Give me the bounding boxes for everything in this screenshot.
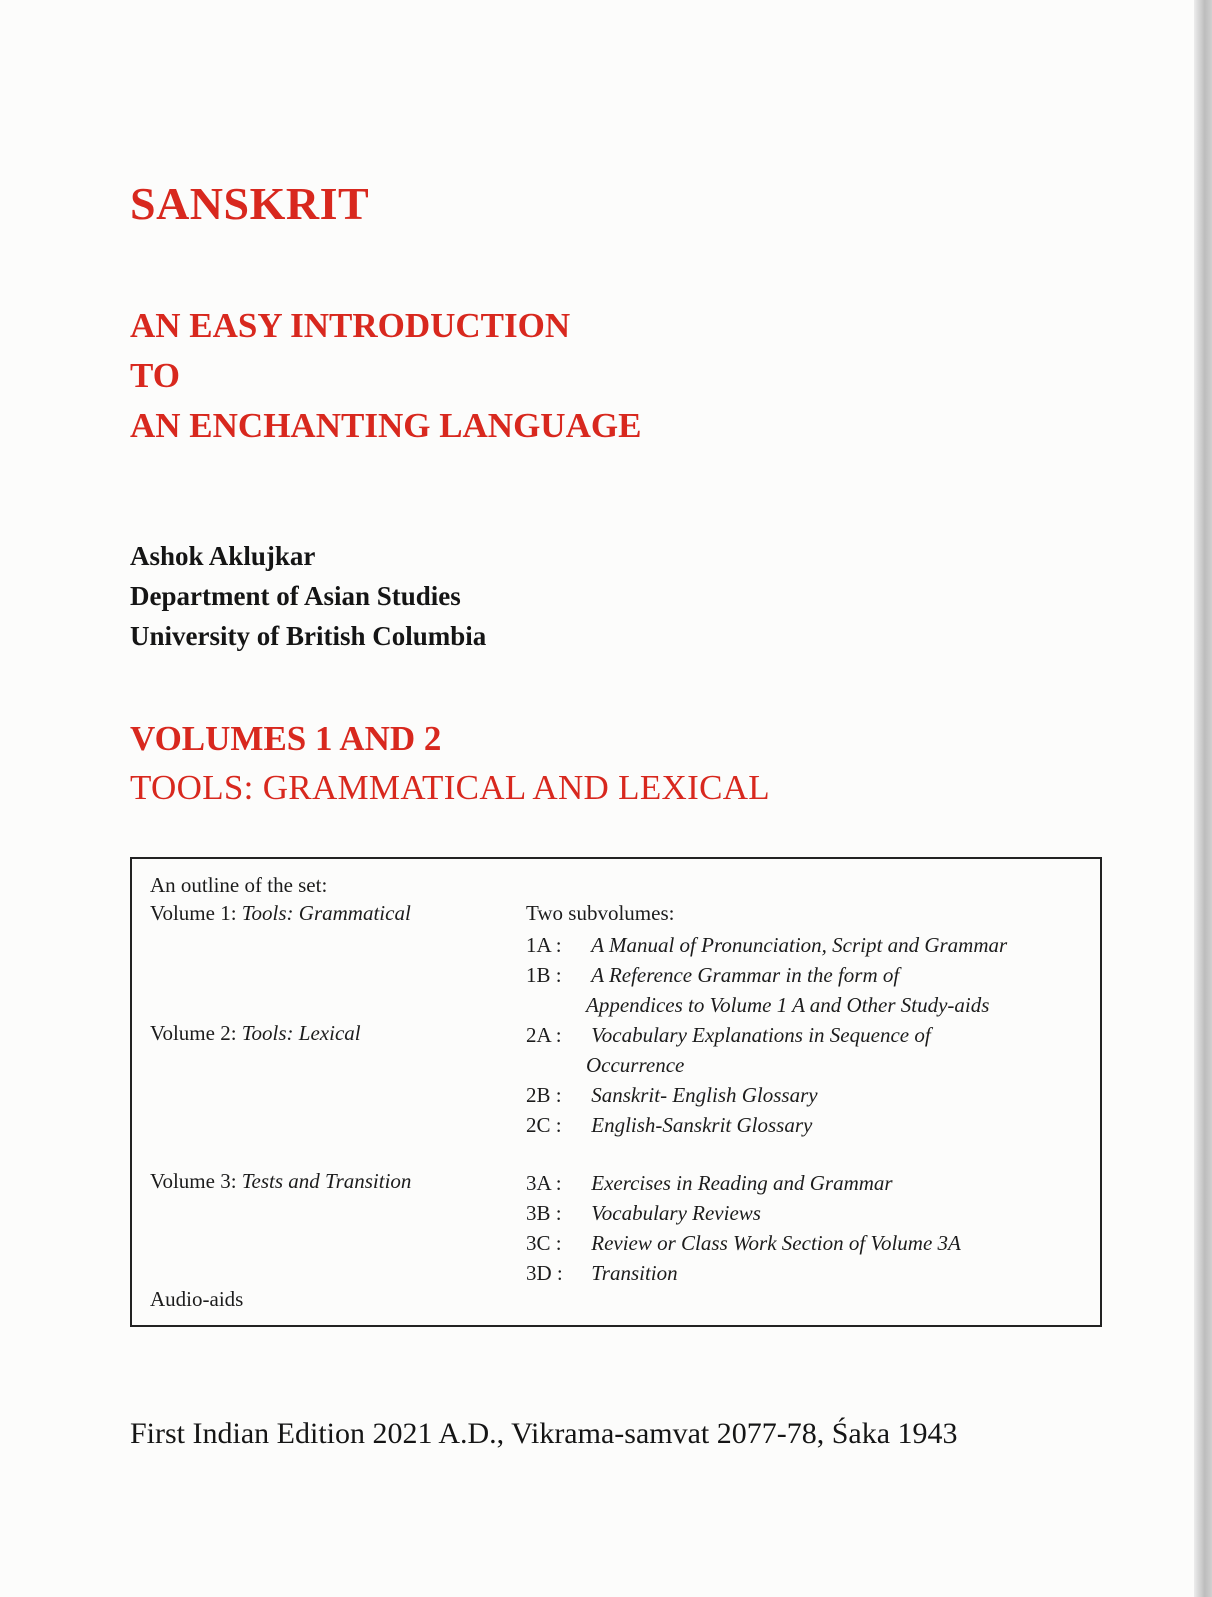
subvolume-code: 3A :	[526, 1171, 562, 1195]
set-outline-box	[130, 857, 1102, 1327]
outline-volume-3	[150, 1171, 411, 1192]
subvolume-code: 2B :	[526, 1083, 562, 1107]
subvolume-2c	[526, 1115, 812, 1136]
volumes-title: VOLUMES 1 AND 2	[130, 719, 442, 758]
subvolume-3c	[526, 1233, 961, 1254]
subvolume-1b-continuation: Appendices to Volume 1 A and Other Study-aids	[586, 993, 990, 1017]
subvolume-code: 3B :	[526, 1201, 562, 1225]
author-name: Ashok Aklujkar	[130, 541, 316, 571]
author-university: University of British Columbia	[130, 621, 487, 651]
subvolume-title: Vocabulary Reviews	[591, 1201, 761, 1225]
subvolume-code: 1A :	[526, 933, 562, 957]
subvolume-code: 1B :	[526, 963, 562, 987]
subvolume-title: Exercises in Reading and Grammar	[591, 1171, 893, 1195]
volume-3-prefix: Volume 3:	[150, 1169, 242, 1193]
subvolume-2a-continuation: Occurrence	[586, 1053, 685, 1077]
outline-audio-aids: Audio-aids	[150, 1287, 244, 1311]
volume-3-name: Tests and Transition	[241, 1169, 412, 1193]
subvolume-3a	[526, 1173, 893, 1194]
book-subtitle	[130, 301, 641, 451]
subvolume-1a	[526, 935, 1007, 956]
volume-2-prefix: Volume 2:	[150, 1021, 242, 1045]
subvolume-2a	[526, 1025, 931, 1046]
subvolume-title: Transition	[591, 1261, 678, 1285]
subvolume-title: A Reference Grammar in the form of	[591, 963, 900, 987]
volumes-subtitle: TOOLS: GRAMMATICAL AND LEXICAL	[130, 768, 770, 807]
subvolume-code: 3C :	[526, 1231, 562, 1255]
subvolume-3d	[526, 1263, 678, 1284]
subvolume-title: Sanskrit- English Glossary	[591, 1083, 818, 1107]
subvolume-title: Review or Class Work Section of Volume 3A	[591, 1231, 961, 1255]
subvolume-code: 2C :	[526, 1113, 562, 1137]
subvolume-1b	[526, 965, 899, 986]
subvolume-2b	[526, 1085, 818, 1106]
subvolumes-heading: Two subvolumes:	[526, 901, 675, 925]
outline-volume-1	[150, 903, 411, 924]
subvolume-code: 3D :	[526, 1261, 563, 1285]
subvolume-code: 2A :	[526, 1023, 562, 1047]
subvolume-title: A Manual of Pronunciation, Script and Grammar	[591, 933, 1008, 957]
outline-heading: An outline of the set:	[150, 873, 328, 897]
volume-1-prefix: Volume 1:	[150, 901, 242, 925]
subvolume-3b	[526, 1203, 761, 1224]
page-edge-shadow	[1194, 0, 1212, 1597]
subtitle-line-1: AN EASY INTRODUCTION	[130, 306, 571, 345]
edition-line: First Indian Edition 2021 A.D., Vikrama-samvat 2077-78, Śaka 1943	[130, 1417, 958, 1450]
subtitle-line-2: TO	[130, 356, 180, 395]
outline-volume-2	[150, 1023, 361, 1044]
volume-1-name: Tools: Grammatical	[241, 901, 411, 925]
volume-2-name: Tools: Lexical	[241, 1021, 361, 1045]
subvolume-title: English-Sanskrit Glossary	[591, 1113, 813, 1137]
subvolume-title: Vocabulary Explanations in Sequence of	[591, 1023, 931, 1047]
author-department: Department of Asian Studies	[130, 581, 461, 611]
subtitle-line-3: AN ENCHANTING LANGUAGE	[130, 406, 642, 445]
author-block	[130, 536, 486, 656]
book-title: SANSKRIT	[130, 178, 370, 229]
